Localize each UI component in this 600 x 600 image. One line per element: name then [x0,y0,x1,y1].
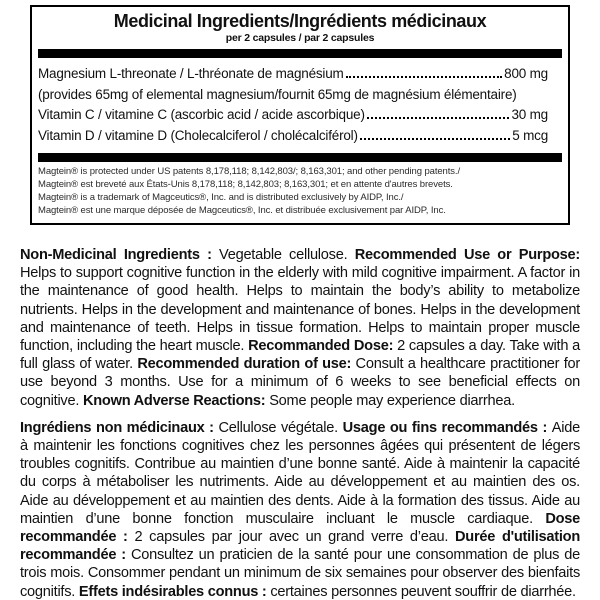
panel-title: Medicinal Ingredients/Ingrédients médicinaux [113,11,487,31]
paragraph-english [20,246,580,410]
patent-note-line: Magtein® is a trademark of Magceutics®, Inc. and is distributed exclusively by AIDP, Inc./ [38,192,404,203]
dot-leader [367,117,510,119]
ingredient-name: Magnesium L-threonate / L-thréonate de magnésium [38,66,344,81]
section-heading-run: Durée d'utilisation recommandée : [20,529,580,564]
ingredient-row [38,105,562,126]
ingredient-amount: 30 mg [511,107,548,122]
section-heading-run: Non-Medicinal Ingredients : [20,247,220,263]
ingredient-row [38,85,562,106]
ingredient-row [38,126,562,147]
text-run: 2 capsules a day. Take with a full glass of water. [20,338,580,373]
patent-notes [38,165,562,217]
label-body [20,246,580,600]
text-run: Cellulose végétale. [218,419,343,436]
dot-leader [360,138,510,140]
divider-bar-top [38,49,562,58]
ingredient-row [38,64,562,85]
section-heading-run: Known Adverse Reactions: [82,392,266,409]
patent-note-line: Magtein® is protected under US patents 8,178,118; 8,142,803/; 8,163,301; and other pending patents./ [38,166,460,177]
text-run: 2 capsules par jour avec un grand verre d’eau. [134,529,455,546]
ingredient-name: Vitamin C / vitamine C (ascorbic acid / acide ascorbique) [38,107,365,122]
text-run: certaines personnes peuvent souffrir de diarrhée. [270,583,576,600]
ingredient-amount: 5 mcg [512,127,548,143]
text-run: Helps to support cognitive function in the elderly with mild cognitive impairment. A factor in the maintenance of good health. Helps to maintain the body’s ability to metabolize nutrients. Helps in the development and maintenance of bones. Helps in the development and maintenance of teeth. Helps in tissue formation. Helps to maintain proper muscle function, including the heart muscle. [20,265,580,355]
panel-subtitle: per 2 capsules / par 2 capsules [225,32,375,44]
paragraph-french [20,419,580,600]
text-run: Consultez un praticien de la santé pour une consommation de plus de trois mois. Consommer pendant un minimum de six semaines pour observer des bienfaits cognitifs. [20,547,580,600]
section-heading-run: Usage ou fins recommandés : [342,419,552,436]
section-heading-run: Recommanded Dose: [248,338,394,355]
section-heading-run: Effets indésirables connus : [78,583,271,600]
ingredient-name: (provides 65mg of elemental magnesium/fournit 65mg de magnésium élémentaire) [38,86,517,102]
text-run: Consult a healthcare practitioner for use beyond 3 months. Use for a minimum of 6 weeks to see beneficial effects on cognitive. [20,356,580,409]
section-heading-run: Recommended Use or Purpose: [354,247,580,263]
section-heading-run: Dose recommandée : [20,510,580,546]
patent-note-line: Magtein® est breveté aux États-Unis 8,178,118; 8,142,803; 8,163,301; et en attente d'autres brevets. [38,179,453,190]
ingredient-name: Vitamin D / vitamine D (Cholecalciferol / cholécalciférol) [38,127,358,143]
medicinal-ingredients-panel [30,5,570,225]
text-run: Aide à maintenir les fonctions cognitives chez les personnes âgées qui présentent de légers troubles cognitifs. Contribue au maintien d’une bonne santé. Aide à maintenir la capacité du corps à métaboliser les nutriments. Aide au développement et au maintien des os. Aide au développement et au maintien des dents. Aide à la formation des tissus. Aide au maintien d’une bonne fonction musculaire incluant le muscle cardiaque. [20,419,580,527]
section-heading-run: Ingrédiens non médicinaux : [20,419,219,436]
patent-note-line: Magtein® est une marque déposée de Magceutics®, Inc. et distribuée exclusivement par AIDP, Inc. [38,205,446,216]
ingredient-amount: 800 mg [504,66,548,81]
dot-leader [346,76,503,78]
ingredient-rows [38,62,562,148]
divider-bar-bottom [38,153,562,162]
text-run: Vegetable cellulose. [219,247,355,263]
section-heading-run: Recommended duration of use: [137,356,352,373]
text-run: Some people may experience diarrhea. [265,392,515,409]
